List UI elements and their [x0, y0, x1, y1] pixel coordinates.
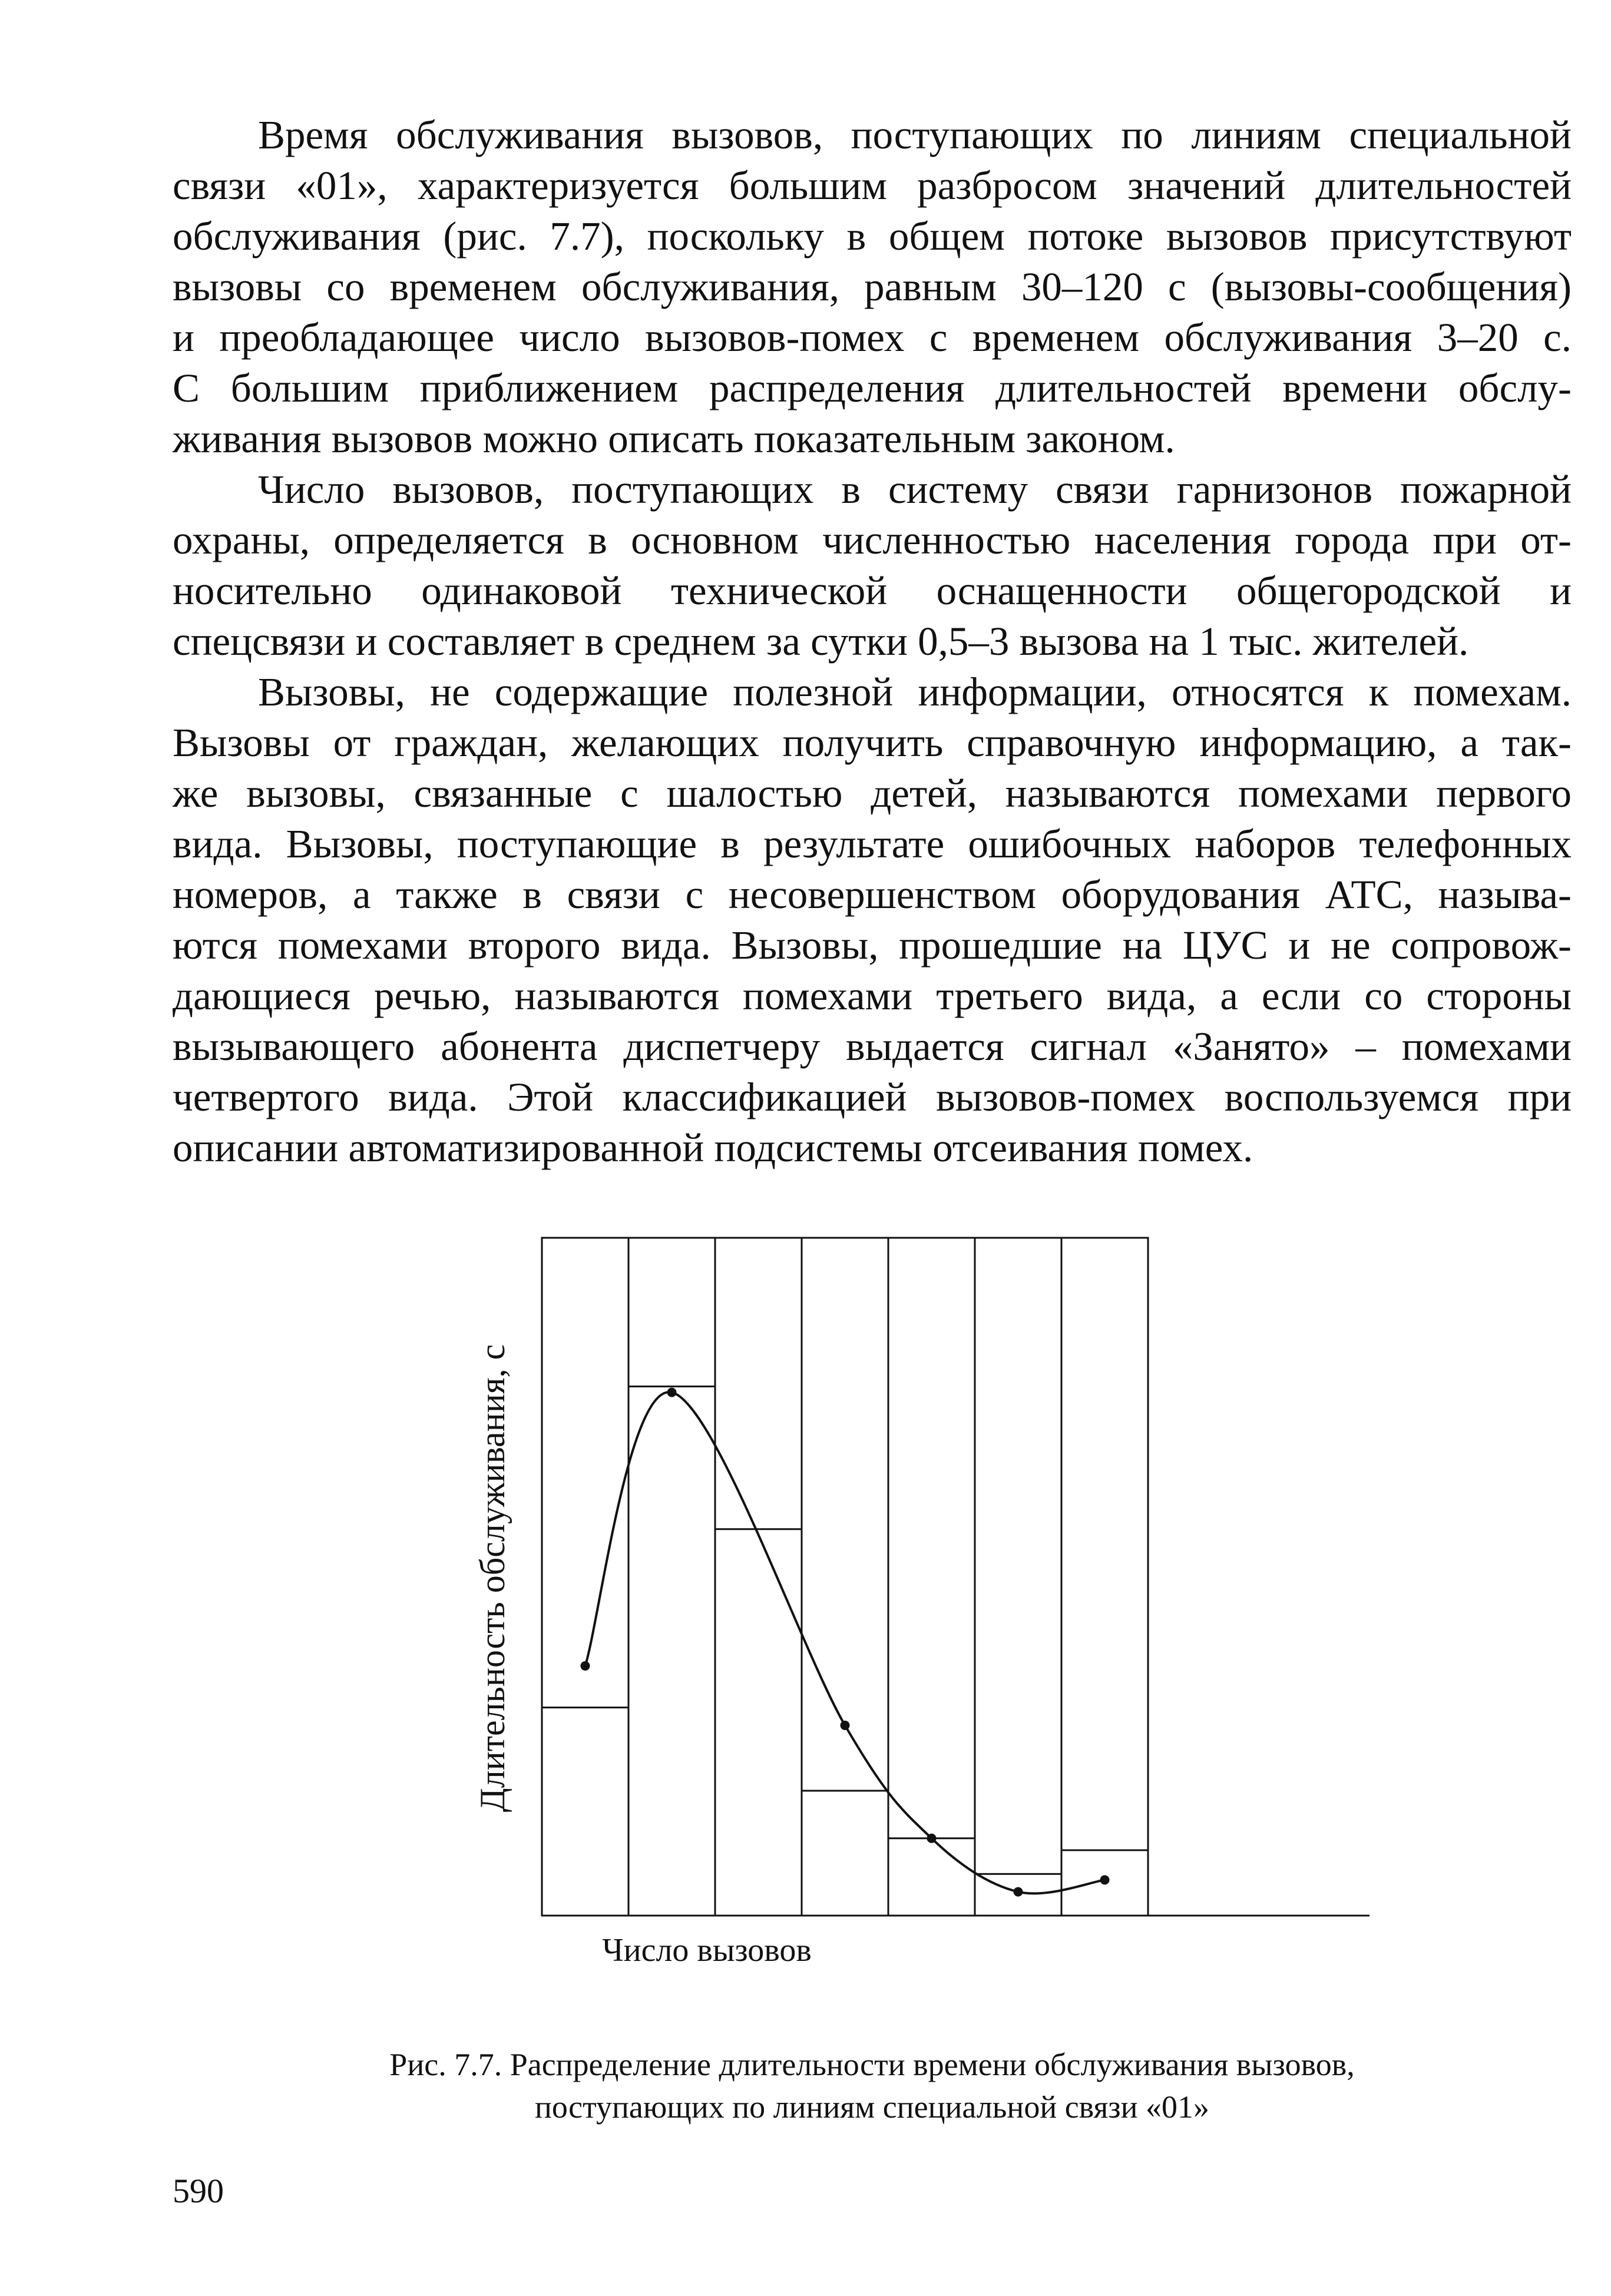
- text-line: живания вызовов можно описать показательным законом.: [173, 416, 1175, 461]
- histogram-bar: [802, 1791, 888, 1916]
- paragraph-1: [173, 110, 1572, 464]
- histogram-bar: [715, 1529, 802, 1916]
- text-line: С большим приближением распределения длительностей времени обслу-: [173, 366, 1572, 410]
- column-frame: [1061, 1238, 1148, 1916]
- paragraph-2: [173, 464, 1572, 667]
- text-line: Время обслуживания вызовов, поступающих по линиям специальной: [258, 112, 1572, 157]
- text-line: дающиеся речью, называются помехами третьего вида, а если со стороны: [173, 973, 1572, 1018]
- text-line: описании автоматизированной подсистемы отсеивания помех.: [173, 1125, 1253, 1170]
- text-line: вызывающего абонента диспетчеру выдается сигнал «Занято» – помехами: [173, 1024, 1572, 1069]
- curve-point: [1100, 1875, 1110, 1884]
- curve-points-layer: [581, 1388, 1110, 1897]
- figure-7-7: [448, 1231, 1378, 1984]
- curve-point: [581, 1661, 590, 1671]
- column-frame: [975, 1238, 1061, 1916]
- curve-point: [927, 1834, 937, 1843]
- curve-point: [841, 1721, 850, 1730]
- column-frame: [715, 1238, 802, 1916]
- text-line: вызовы со временем обслуживания, равным 30–120 с (вызовы-сообщения): [173, 264, 1572, 309]
- y-axis-label: Длительность обслуживания, с: [473, 1344, 512, 1813]
- bars-layer: [542, 1238, 1148, 1916]
- text-line: обслуживания (рис. 7.7), поскольку в общем потоке вызовов присутствуют: [173, 214, 1572, 259]
- histogram-chart: [448, 1231, 1378, 1984]
- column-frame: [542, 1238, 628, 1916]
- text-line: и преобладающее число вызовов-помех с временем обслуживания 3–20 с.: [173, 315, 1572, 360]
- text-line: спецсвязи и составляет в среднем за сутки 0,5–3 вызова на 1 тыс. жителей.: [173, 619, 1469, 664]
- caption-line: поступающих по линиям специальной связи «01»: [534, 2089, 1210, 2125]
- text-line: Вызовы, не содержащие полезной информации, относятся к помехам.: [258, 670, 1572, 714]
- histogram-bar: [628, 1386, 715, 1916]
- curve-point: [1014, 1887, 1023, 1897]
- page-number: 590: [173, 2172, 224, 2210]
- text-line: Вызовы от граждан, желающих получить справочную информацию, а так-: [173, 720, 1572, 765]
- column-frame: [888, 1238, 975, 1916]
- figure-caption: [173, 2043, 1572, 2128]
- histogram-bar: [542, 1708, 628, 1916]
- text-line: Число вызовов, поступающих в систему связи гарнизонов пожарной: [258, 467, 1572, 512]
- text-line: связи «01», характеризуется большим разбросом значений длительностей: [173, 163, 1572, 208]
- column-frame: [802, 1238, 888, 1916]
- column-frame: [628, 1238, 715, 1916]
- caption-line: Рис. 7.7. Распределение длительности времени обслуживания вызовов,: [389, 2047, 1355, 2082]
- paragraph-3: [173, 667, 1572, 1173]
- text-line: четвертого вида. Этой классификацией вызовов-помех воспользуемся при: [173, 1075, 1572, 1119]
- text-line: охраны, определяется в основном численностью населения города при от-: [173, 518, 1572, 562]
- distribution-curve: [585, 1392, 1105, 1893]
- text-line: носительно одинаковой технической оснащенности общегородской и: [173, 568, 1572, 613]
- text-line: же вызовы, связанные с шалостью детей, называются помехами первого: [173, 771, 1572, 816]
- histogram-bar: [888, 1838, 975, 1916]
- curve-point: [667, 1388, 677, 1397]
- x-axis-label: Число вызовов: [602, 1932, 812, 1969]
- text-line: ются помехами второго вида. Вызовы, прошедшие на ЦУС и не сопровож-: [173, 923, 1572, 968]
- text-line: вида. Вызовы, поступающие в результате ошибочных наборов телефонных: [173, 821, 1572, 866]
- text-line: номеров, а также в связи с несовершенством оборудования АТС, называ-: [173, 872, 1572, 917]
